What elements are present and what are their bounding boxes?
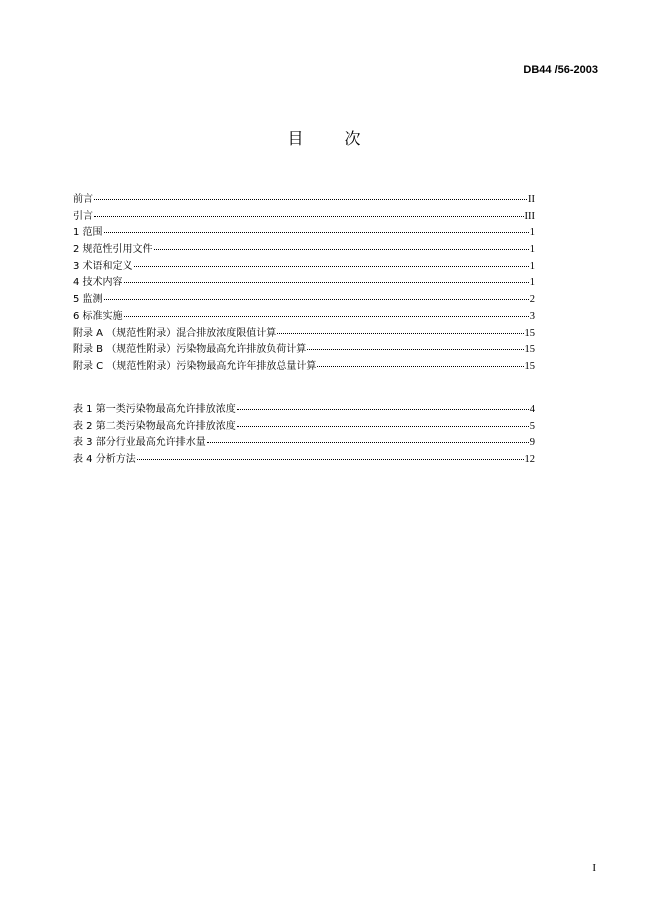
- toc-entry-label: 表 3 部分行业最高允许排水量: [73, 437, 206, 449]
- dot-leader: [134, 266, 529, 267]
- dot-leader: [237, 409, 529, 410]
- dot-leader: [94, 216, 524, 217]
- dot-leader: [124, 282, 529, 283]
- toc-entry-label: 表 4 分析方法: [73, 454, 136, 466]
- toc-entry-page: 1: [529, 277, 535, 289]
- toc-entry-page: 2: [529, 294, 535, 306]
- toc-entry-appendix-c[interactable]: [73, 357, 535, 374]
- toc-entry-implementation[interactable]: [73, 307, 535, 324]
- toc-entry-terms-definitions[interactable]: [73, 257, 535, 274]
- toc-entry-label: 4 技术内容: [73, 277, 123, 289]
- toc-entry-page: 15: [524, 344, 535, 356]
- toc-entry-page: 1: [529, 244, 535, 256]
- toc-entry-label: 表 1 第一类污染物最高允许排放浓度: [73, 404, 236, 415]
- dot-leader: [104, 232, 529, 233]
- toc-entry-label: 2 规范性引用文件: [73, 244, 153, 256]
- toc-entry-label: 附录 B （规范性附录）污染物最高允许排放负荷计算: [73, 344, 307, 356]
- toc-entry-table-2[interactable]: [73, 417, 535, 434]
- toc-entry-page: 15: [524, 327, 535, 339]
- toc-entry-table-4[interactable]: [73, 450, 535, 467]
- dot-leader: [237, 426, 529, 427]
- toc-entry-table-3[interactable]: [73, 433, 535, 450]
- toc-entry-normative-references[interactable]: [73, 240, 535, 257]
- toc-entry-table-1[interactable]: [73, 400, 535, 417]
- dot-leader: [207, 442, 529, 443]
- toc-entry-page: 3: [529, 310, 535, 322]
- page-number: I: [592, 862, 596, 874]
- toc-entry-technical-content[interactable]: [73, 273, 535, 290]
- toc-entry-label: 表 2 第二类污染物最高允许排放浓度: [73, 420, 236, 432]
- dot-leader: [307, 349, 523, 350]
- dot-leader: [154, 249, 529, 250]
- document-code: DB44 /56-2003: [523, 64, 598, 76]
- toc-entry-page: III: [524, 210, 535, 222]
- toc-entry-label: 附录 C （规范性附录）污染物最高允许年排放总量计算: [73, 360, 317, 372]
- dot-leader: [124, 316, 529, 317]
- page-title: 目 次: [287, 129, 379, 148]
- toc-entry-foreword[interactable]: [73, 190, 535, 207]
- toc-entry-label: 5 监测: [73, 294, 103, 306]
- toc-entry-page: 5: [529, 420, 535, 432]
- toc-entry-introduction[interactable]: [73, 207, 535, 224]
- toc-entry-label: 1 范围: [73, 227, 103, 239]
- dot-leader: [137, 459, 524, 460]
- toc-entry-scope[interactable]: [73, 223, 535, 240]
- dot-leader: [104, 299, 529, 300]
- toc-entry-appendix-b[interactable]: [73, 340, 535, 357]
- toc-entry-appendix-a[interactable]: [73, 324, 535, 341]
- dot-leader: [94, 199, 527, 200]
- toc-entry-label: 引言: [73, 210, 93, 222]
- toc-entry-label: 6 标准实施: [73, 310, 123, 322]
- toc-entry-page: 12: [524, 454, 535, 466]
- toc-entry-page: 4: [529, 404, 535, 415]
- toc-entry-label: 3 术语和定义: [73, 260, 133, 272]
- toc-entry-page: 9: [529, 437, 535, 449]
- toc-main-list: [73, 190, 535, 374]
- toc-entry-label: 前言: [73, 194, 93, 205]
- toc-entry-page: 1: [529, 227, 535, 239]
- toc-entry-page: 15: [524, 360, 535, 372]
- dot-leader: [277, 333, 523, 334]
- toc-tables-list: [73, 400, 535, 467]
- toc-entry-page: II: [528, 194, 535, 205]
- dot-leader: [317, 366, 523, 367]
- toc-entry-label: 附录 A （规范性附录）混合排放浓度限值计算: [73, 327, 277, 339]
- toc-entry-monitoring[interactable]: [73, 290, 535, 307]
- toc-entry-page: 1: [529, 260, 535, 272]
